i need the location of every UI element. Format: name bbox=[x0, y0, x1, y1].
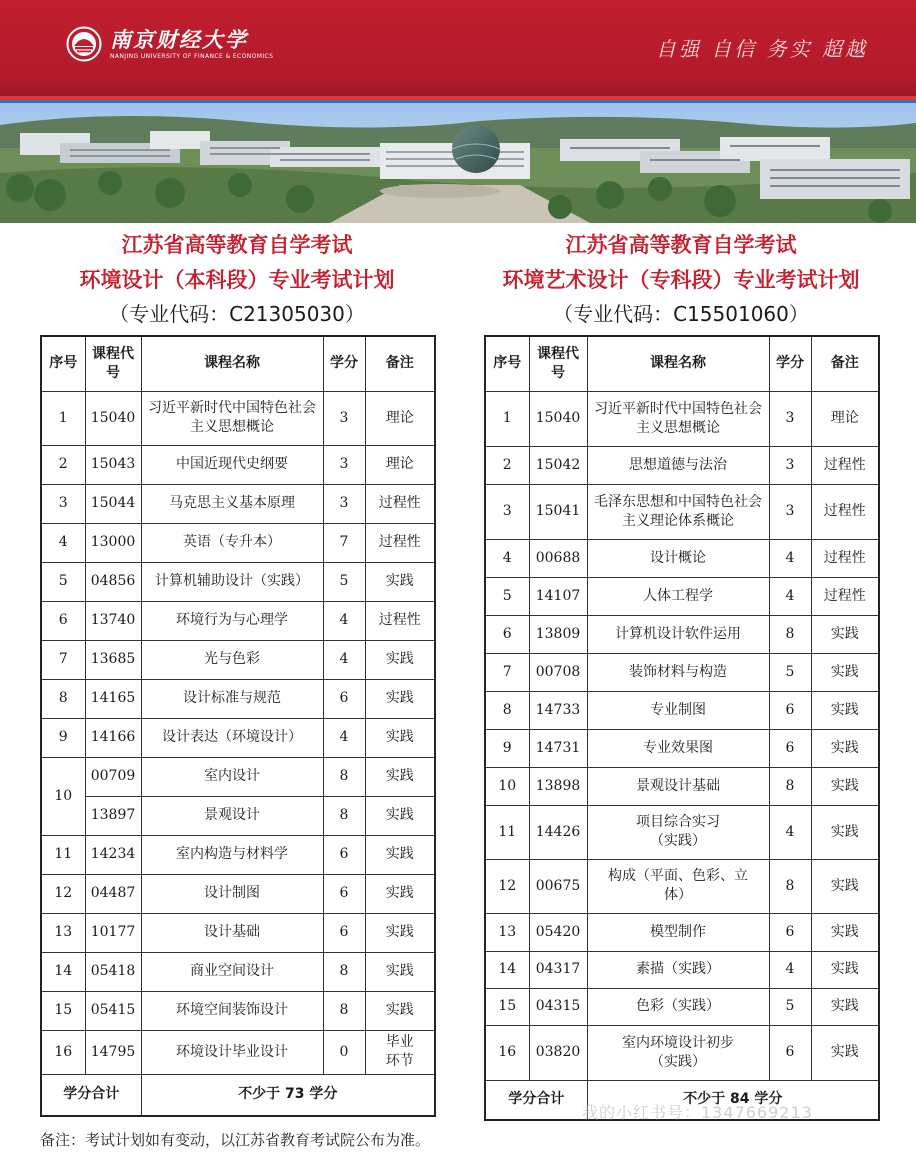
right-plan-major-code: （专业代码：C15501060） bbox=[553, 302, 809, 326]
cell-note: 实践 bbox=[811, 767, 879, 805]
cell-code: 14795 bbox=[85, 1030, 141, 1074]
cell-code: 00688 bbox=[529, 539, 587, 577]
cell-code: 14165 bbox=[85, 679, 141, 718]
table-row bbox=[485, 767, 879, 805]
cell-code: 00709 bbox=[85, 757, 141, 796]
cell-credit: 4 bbox=[769, 539, 811, 577]
cell-name: 设计概论 bbox=[587, 539, 769, 577]
cell-no: 4 bbox=[41, 523, 85, 562]
header-credit: 学分 bbox=[323, 336, 365, 391]
cell-code: 00708 bbox=[529, 653, 587, 691]
right-course-table bbox=[484, 335, 880, 1121]
table-row bbox=[41, 523, 435, 562]
total-label: 学分合计 bbox=[485, 1080, 587, 1120]
cell-note: 实践 bbox=[365, 991, 435, 1030]
cell-note: 过程性 bbox=[365, 601, 435, 640]
table-row bbox=[485, 1025, 879, 1080]
footer-note: 备注：考试计划如有变动，以江苏省教育考试院公布为准。 bbox=[40, 1131, 431, 1149]
cell-name: 环境设计毕业设计 bbox=[141, 1030, 323, 1074]
cell-name: 思想道德与法治 bbox=[587, 446, 769, 484]
table-row bbox=[41, 874, 435, 913]
cell-name: 英语（专升本） bbox=[141, 523, 323, 562]
cell-name: 景观设计 bbox=[141, 796, 323, 835]
cell-credit: 5 bbox=[769, 988, 811, 1025]
cell-note: 毕业环节 bbox=[365, 1030, 435, 1074]
cell-credit: 3 bbox=[769, 446, 811, 484]
cell-name: 设计标准与规范 bbox=[141, 679, 323, 718]
cell-note: 实践 bbox=[811, 988, 879, 1025]
table-row bbox=[485, 988, 879, 1025]
table-row bbox=[485, 913, 879, 951]
cell-no: 1 bbox=[485, 391, 529, 446]
right-plan-title-1: 江苏省高等教育自学考试 bbox=[565, 233, 797, 257]
cell-no: 4 bbox=[485, 539, 529, 577]
cell-credit: 6 bbox=[769, 1025, 811, 1080]
cell-no: 12 bbox=[41, 874, 85, 913]
cell-name: 室内构造与材料学 bbox=[141, 835, 323, 874]
cell-name: 习近平新时代中国特色社会主义思想概论 bbox=[587, 391, 769, 446]
table-row bbox=[485, 859, 879, 913]
left-course-table bbox=[40, 335, 436, 1117]
cell-name: 人体工程学 bbox=[587, 577, 769, 615]
cell-note: 过程性 bbox=[365, 484, 435, 523]
table-row bbox=[41, 952, 435, 991]
table-row bbox=[485, 729, 879, 767]
cell-code: 13809 bbox=[529, 615, 587, 653]
cell-note: 过程性 bbox=[811, 484, 879, 539]
cell-name: 计算机设计软件运用 bbox=[587, 615, 769, 653]
cell-note: 实践 bbox=[365, 913, 435, 952]
table-row bbox=[41, 835, 435, 874]
cell-no: 9 bbox=[485, 729, 529, 767]
cell-note: 实践 bbox=[365, 952, 435, 991]
cell-credit: 3 bbox=[769, 484, 811, 539]
table-row bbox=[485, 691, 879, 729]
header-no: 序号 bbox=[41, 336, 85, 391]
cell-note: 实践 bbox=[365, 640, 435, 679]
table-row bbox=[41, 913, 435, 952]
cell-no: 8 bbox=[41, 679, 85, 718]
cell-note: 实践 bbox=[811, 913, 879, 951]
header-no: 序号 bbox=[485, 336, 529, 391]
cell-credit: 5 bbox=[769, 653, 811, 691]
cell-name: 景观设计基础 bbox=[587, 767, 769, 805]
cell-credit: 6 bbox=[323, 835, 365, 874]
cell-credit: 8 bbox=[769, 859, 811, 913]
cell-name: 中国近现代史纲要 bbox=[141, 445, 323, 484]
cell-code: 13000 bbox=[85, 523, 141, 562]
university-name-en: NANJING UNIVERSITY OF FINANCE & ECONOMICS bbox=[110, 52, 274, 60]
cell-no: 3 bbox=[41, 484, 85, 523]
table-row bbox=[41, 1030, 435, 1074]
cell-no: 5 bbox=[41, 562, 85, 601]
left-plan-title-1: 江苏省高等教育自学考试 bbox=[121, 233, 353, 257]
cell-code: 10177 bbox=[85, 913, 141, 952]
cell-note: 实践 bbox=[365, 562, 435, 601]
cell-code: 15041 bbox=[529, 484, 587, 539]
header-name: 课程名称 bbox=[141, 336, 323, 391]
cell-no: 15 bbox=[485, 988, 529, 1025]
cell-name: 商业空间设计 bbox=[141, 952, 323, 991]
header-note: 备注 bbox=[365, 336, 435, 391]
cell-name: 习近平新时代中国特色社会主义思想概论 bbox=[141, 391, 323, 445]
cell-code: 15040 bbox=[85, 391, 141, 445]
table-row bbox=[41, 601, 435, 640]
cell-credit: 6 bbox=[769, 691, 811, 729]
cell-credit: 3 bbox=[323, 484, 365, 523]
cell-no: 11 bbox=[41, 835, 85, 874]
cell-code: 14733 bbox=[529, 691, 587, 729]
cell-note: 过程性 bbox=[365, 523, 435, 562]
cell-code: 13898 bbox=[529, 767, 587, 805]
header-banner bbox=[0, 0, 916, 96]
cell-code: 15042 bbox=[529, 446, 587, 484]
university-motto: 自强 自信 务实 超越 bbox=[655, 37, 868, 61]
cell-note: 理论 bbox=[811, 391, 879, 446]
cell-code: 15040 bbox=[529, 391, 587, 446]
table-row bbox=[41, 391, 435, 445]
cell-credit: 6 bbox=[769, 729, 811, 767]
cell-code: 04317 bbox=[529, 951, 587, 988]
cell-note: 过程性 bbox=[811, 577, 879, 615]
table-row bbox=[41, 679, 435, 718]
cell-credit: 3 bbox=[323, 445, 365, 484]
cell-name: 光与色彩 bbox=[141, 640, 323, 679]
cell-no: 9 bbox=[41, 718, 85, 757]
table-row bbox=[485, 805, 879, 859]
right-plan-heading bbox=[484, 228, 878, 330]
cell-note: 实践 bbox=[811, 729, 879, 767]
header-code: 课程代号 bbox=[529, 336, 587, 391]
cell-credit: 6 bbox=[769, 913, 811, 951]
table-row bbox=[41, 484, 435, 523]
cell-name: 项目综合实习（实践） bbox=[587, 805, 769, 859]
cell-name: 室内设计 bbox=[141, 757, 323, 796]
cell-name: 设计制图 bbox=[141, 874, 323, 913]
total-credits: 不少于 73 学分 bbox=[141, 1074, 435, 1116]
cell-name: 构成（平面、色彩、立体） bbox=[587, 859, 769, 913]
cell-name: 环境空间装饰设计 bbox=[141, 991, 323, 1030]
cell-name: 室内环境设计初步（实践） bbox=[587, 1025, 769, 1080]
header-name: 课程名称 bbox=[587, 336, 769, 391]
cell-no: 10 bbox=[485, 767, 529, 805]
cell-name: 计算机辅助设计（实践） bbox=[141, 562, 323, 601]
table-row bbox=[41, 640, 435, 679]
cell-note: 实践 bbox=[365, 796, 435, 835]
cell-no: 12 bbox=[485, 859, 529, 913]
cell-no: 2 bbox=[41, 445, 85, 484]
cell-credit: 4 bbox=[323, 718, 365, 757]
cell-no: 14 bbox=[485, 951, 529, 988]
cell-name: 设计基础 bbox=[141, 913, 323, 952]
cell-code: 15044 bbox=[85, 484, 141, 523]
right-plan-title-2: 环境艺术设计（专科段）专业考试计划 bbox=[502, 268, 860, 292]
table-row bbox=[41, 445, 435, 484]
cell-code: 04487 bbox=[85, 874, 141, 913]
cell-code: 04856 bbox=[85, 562, 141, 601]
cell-code: 03820 bbox=[529, 1025, 587, 1080]
cell-no: 11 bbox=[485, 805, 529, 859]
cell-note: 理论 bbox=[365, 445, 435, 484]
cell-code: 15043 bbox=[85, 445, 141, 484]
cell-no: 6 bbox=[41, 601, 85, 640]
cell-credit: 4 bbox=[769, 577, 811, 615]
university-logo bbox=[66, 26, 273, 62]
cell-no: 15 bbox=[41, 991, 85, 1030]
cell-code: 14107 bbox=[529, 577, 587, 615]
table-row bbox=[41, 796, 435, 835]
cell-credit: 4 bbox=[323, 601, 365, 640]
cell-credit: 4 bbox=[769, 805, 811, 859]
university-emblem-icon bbox=[66, 26, 102, 62]
cell-name: 专业制图 bbox=[587, 691, 769, 729]
header-code: 课程代号 bbox=[85, 336, 141, 391]
cell-name: 环境行为与心理学 bbox=[141, 601, 323, 640]
cell-name: 装饰材料与构造 bbox=[587, 653, 769, 691]
cell-note: 实践 bbox=[365, 757, 435, 796]
cell-name: 毛泽东思想和中国特色社会主义理论体系概论 bbox=[587, 484, 769, 539]
university-name-cn: 南京财经大学 bbox=[110, 26, 248, 52]
cell-no: 6 bbox=[485, 615, 529, 653]
cell-code: 14731 bbox=[529, 729, 587, 767]
table-header-row bbox=[485, 336, 879, 391]
cell-no: 16 bbox=[485, 1025, 529, 1080]
cell-no: 5 bbox=[485, 577, 529, 615]
cell-credit: 8 bbox=[323, 991, 365, 1030]
table-row bbox=[41, 718, 435, 757]
table-header-row bbox=[41, 336, 435, 391]
cell-no: 8 bbox=[485, 691, 529, 729]
table-row bbox=[485, 653, 879, 691]
cell-no: 1 bbox=[41, 391, 85, 445]
cell-credit: 7 bbox=[323, 523, 365, 562]
cell-credit: 3 bbox=[323, 391, 365, 445]
cell-no: 16 bbox=[41, 1030, 85, 1074]
table-row bbox=[485, 446, 879, 484]
cell-credit: 4 bbox=[323, 640, 365, 679]
cell-note: 实践 bbox=[365, 835, 435, 874]
table-total-row bbox=[41, 1074, 435, 1116]
cell-name: 模型制作 bbox=[587, 913, 769, 951]
table-row bbox=[485, 391, 879, 446]
table-row bbox=[41, 757, 435, 796]
cell-note: 实践 bbox=[811, 805, 879, 859]
cell-code: 14166 bbox=[85, 718, 141, 757]
cell-code: 13897 bbox=[85, 796, 141, 835]
table-row bbox=[485, 484, 879, 539]
cell-note: 实践 bbox=[811, 691, 879, 729]
cell-code: 13740 bbox=[85, 601, 141, 640]
cell-name: 色彩（实践） bbox=[587, 988, 769, 1025]
cell-name: 专业效果图 bbox=[587, 729, 769, 767]
cell-note: 过程性 bbox=[811, 446, 879, 484]
table-row bbox=[485, 539, 879, 577]
cell-credit: 8 bbox=[323, 952, 365, 991]
cell-note: 实践 bbox=[811, 653, 879, 691]
cell-code: 04315 bbox=[529, 988, 587, 1025]
cell-code: 13685 bbox=[85, 640, 141, 679]
left-plan-major-code: （专业代码：C21305030） bbox=[109, 302, 365, 326]
cell-code: 05418 bbox=[85, 952, 141, 991]
cell-note: 过程性 bbox=[811, 539, 879, 577]
cell-note: 实践 bbox=[365, 874, 435, 913]
watermark-text: 我的小红书号：1347669213 bbox=[582, 1103, 813, 1122]
cell-credit: 6 bbox=[323, 679, 365, 718]
header-note: 备注 bbox=[811, 336, 879, 391]
table-row bbox=[41, 562, 435, 601]
table-row bbox=[485, 577, 879, 615]
cell-note: 实践 bbox=[365, 679, 435, 718]
cell-no: 3 bbox=[485, 484, 529, 539]
cell-no: 10 bbox=[41, 757, 85, 835]
cell-no: 2 bbox=[485, 446, 529, 484]
cell-code: 00675 bbox=[529, 859, 587, 913]
cell-credit: 8 bbox=[323, 796, 365, 835]
campus-photo bbox=[0, 103, 916, 223]
cell-note: 实践 bbox=[811, 859, 879, 913]
total-label: 学分合计 bbox=[41, 1074, 141, 1116]
cell-code: 14426 bbox=[529, 805, 587, 859]
table-row bbox=[485, 951, 879, 988]
total-credits: 不少于 84 学分 bbox=[587, 1080, 879, 1120]
cell-name: 马克思主义基本原理 bbox=[141, 484, 323, 523]
cell-credit: 0 bbox=[323, 1030, 365, 1074]
cell-code: 14234 bbox=[85, 835, 141, 874]
cell-note: 实践 bbox=[811, 1025, 879, 1080]
cell-name: 素描（实践） bbox=[587, 951, 769, 988]
cell-no: 14 bbox=[41, 952, 85, 991]
table-row bbox=[41, 991, 435, 1030]
cell-credit: 4 bbox=[769, 951, 811, 988]
cell-no: 13 bbox=[41, 913, 85, 952]
cell-note: 实践 bbox=[811, 615, 879, 653]
table-row bbox=[485, 615, 879, 653]
left-plan-title-2: 环境设计（本科段）专业考试计划 bbox=[79, 268, 395, 292]
cell-code: 05415 bbox=[85, 991, 141, 1030]
cell-credit: 6 bbox=[323, 874, 365, 913]
cell-note: 实践 bbox=[811, 951, 879, 988]
cell-credit: 3 bbox=[769, 391, 811, 446]
cell-no: 7 bbox=[41, 640, 85, 679]
header-credit: 学分 bbox=[769, 336, 811, 391]
cell-credit: 5 bbox=[323, 562, 365, 601]
cell-code: 05420 bbox=[529, 913, 587, 951]
left-plan-heading bbox=[40, 228, 434, 330]
cell-credit: 8 bbox=[769, 615, 811, 653]
cell-no: 7 bbox=[485, 653, 529, 691]
cell-credit: 6 bbox=[323, 913, 365, 952]
cell-no: 13 bbox=[485, 913, 529, 951]
cell-note: 实践 bbox=[365, 718, 435, 757]
cell-credit: 8 bbox=[769, 767, 811, 805]
cell-name: 设计表达（环境设计） bbox=[141, 718, 323, 757]
cell-credit: 8 bbox=[323, 757, 365, 796]
cell-note: 理论 bbox=[365, 391, 435, 445]
